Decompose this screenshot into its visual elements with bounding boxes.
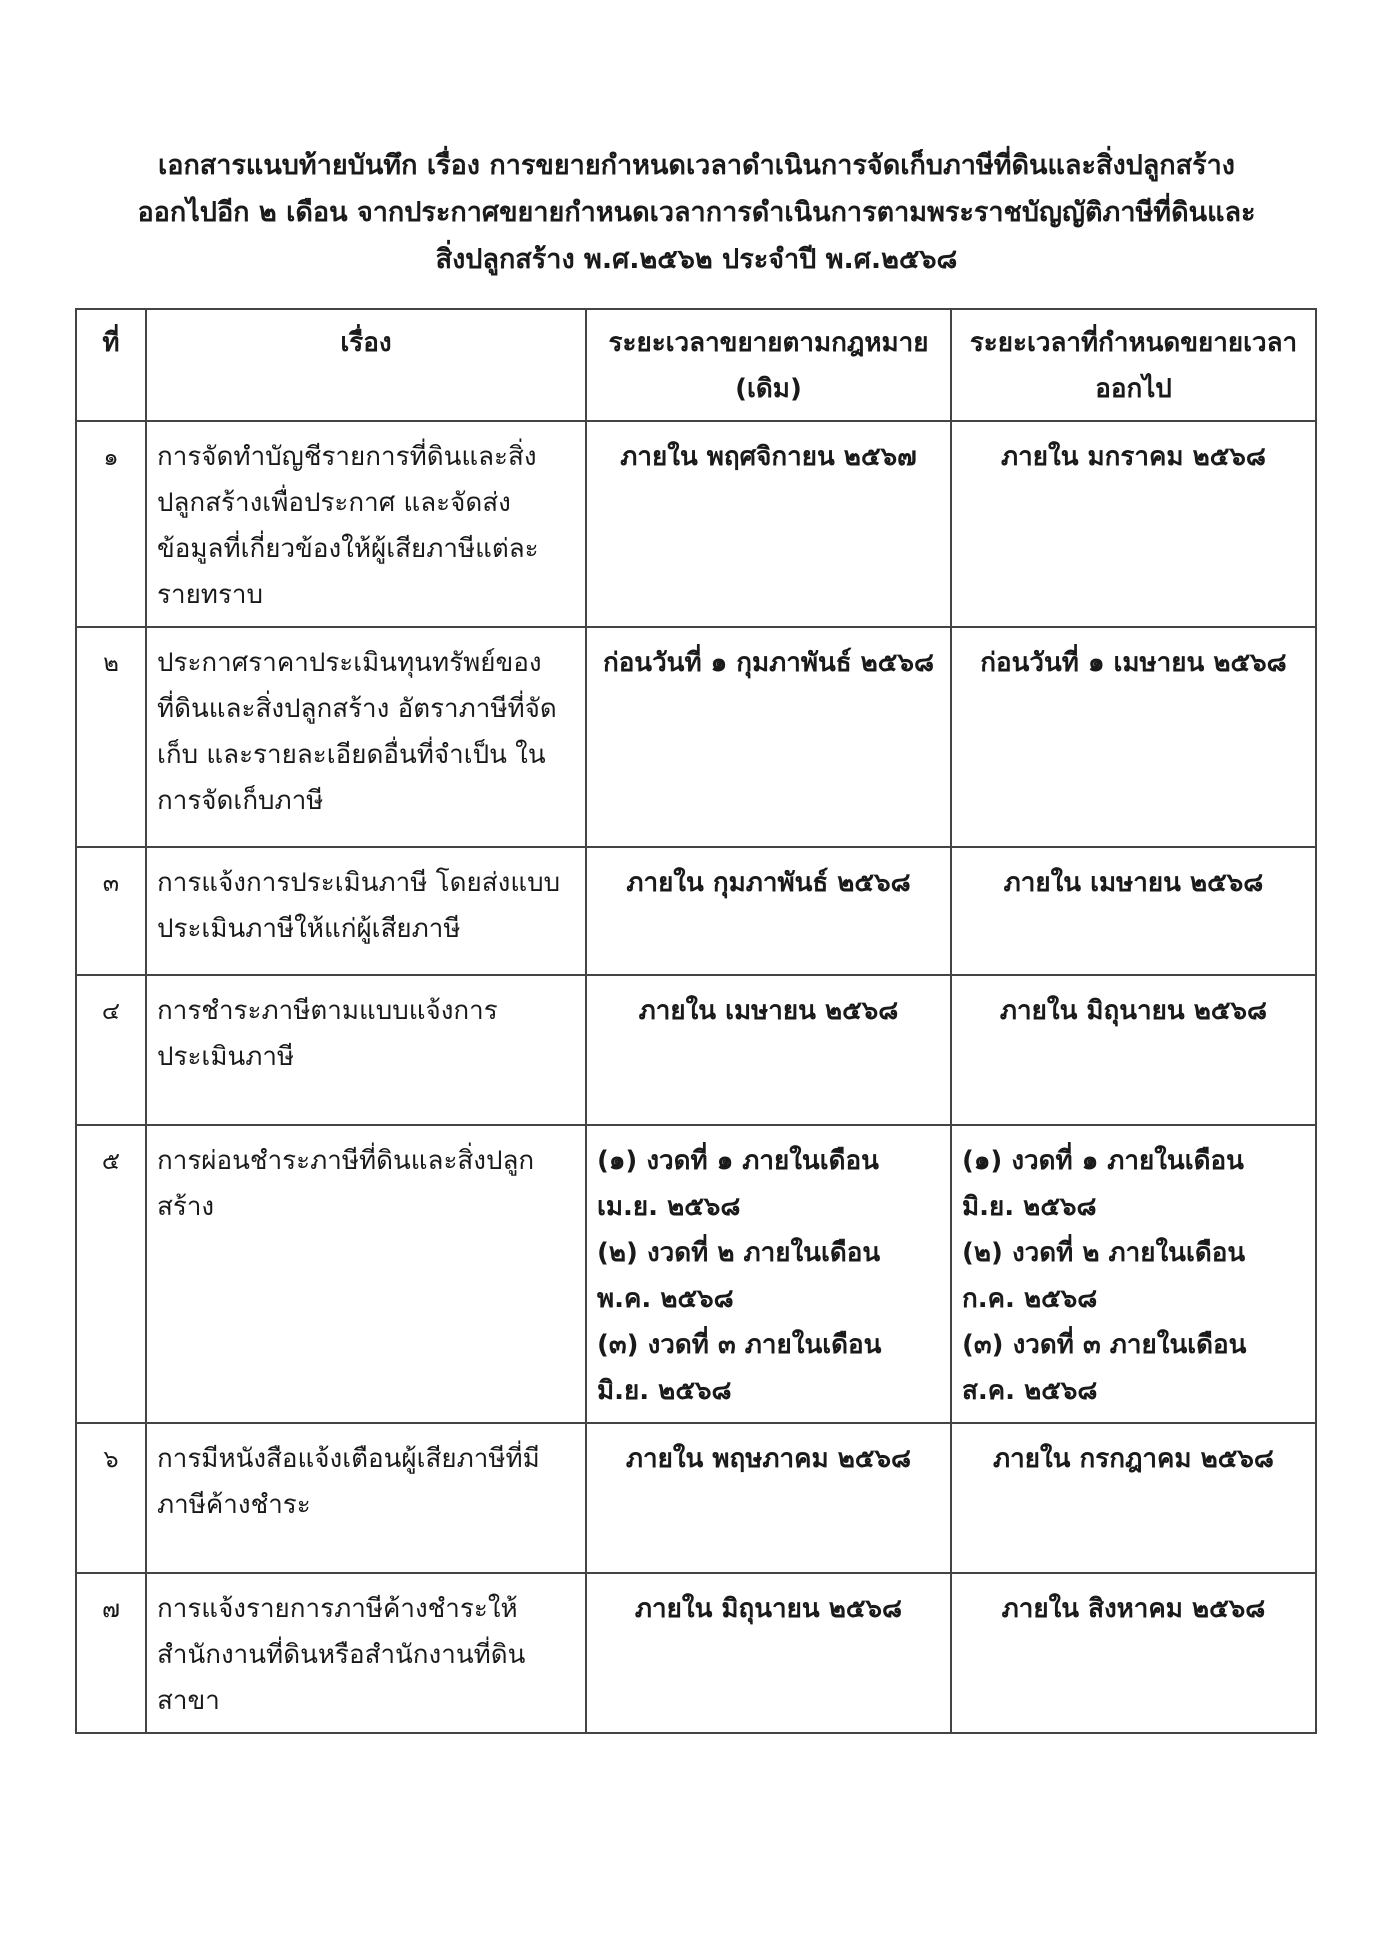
row-original-period: ภายใน มิถุนายน ๒๕๖๘ [586,1573,951,1733]
row-subject: การจัดทำบัญชีรายการที่ดินและสิ่งปลูกสร้างเพื่อประกาศ และจัดส่งข้อมูลที่เกี่ยวข้องให้ผู้เสียภาษีแต่ละรายทราบ [146,421,586,627]
table-row [76,421,1316,627]
row-number: ๓ [76,847,146,975]
table-row [76,975,1316,1125]
header-extended-line-1: ระยะเวลาที่กำหนดขยายเวลา [969,328,1298,358]
row-subject: การมีหนังสือแจ้งเตือนผู้เสียภาษีที่มีภาษีค้างชำระ [146,1423,586,1573]
row-original-period: ภายใน พฤศจิกายน ๒๕๖๗ [586,421,951,627]
row-extended-installments [951,1125,1316,1423]
table-row [76,1573,1316,1733]
row-number: ๖ [76,1423,146,1573]
installment-line: (๑) งวดที่ ๑ ภายในเดือน มิ.ย. ๒๕๖๘ [962,1146,1244,1222]
row-original-installments [586,1125,951,1423]
title-line-3: สิ่งปลูกสร้าง พ.ศ.๒๕๖๒ ประจำปี พ.ศ.๒๕๖๘ [435,244,958,275]
row-number: ๗ [76,1573,146,1733]
schedule-table [75,308,1317,1734]
row-extended-period: ภายใน กรกฎาคม ๒๕๖๘ [951,1423,1316,1573]
installment-line: (๒) งวดที่ ๒ ภายในเดือน พ.ค. ๒๕๖๘ [597,1238,881,1314]
header-no: ที่ [76,309,146,421]
row-extended-period: ภายใน สิงหาคม ๒๕๖๘ [951,1573,1316,1733]
row-subject: การแจ้งรายการภาษีค้างชำระให้สำนักงานที่ดินหรือสำนักงานที่ดินสาขา [146,1573,586,1733]
row-number: ๑ [76,421,146,627]
row-number: ๔ [76,975,146,1125]
title-line-1: เอกสารแนบท้ายบันทึก เรื่อง การขยายกำหนดเวลาดำเนินการจัดเก็บภาษีที่ดินและสิ่งปลูกสร้าง [158,150,1235,181]
row-subject: การผ่อนชำระภาษีที่ดินและสิ่งปลูกสร้าง [146,1125,586,1423]
title-line-2: ออกไปอีก ๒ เดือน จากประกาศขยายกำหนดเวลาการดำเนินการตามพระราชบัญญัติภาษีที่ดินและ [137,197,1256,228]
row-original-period: ก่อนวันที่ ๑ กุมภาพันธ์ ๒๕๖๘ [586,627,951,847]
row-original-period: ภายใน กุมภาพันธ์ ๒๕๖๘ [586,847,951,975]
row-subject: ประกาศราคาประเมินทุนทรัพย์ของที่ดินและสิ่งปลูกสร้าง อัตราภาษีที่จัดเก็บ และรายละเอียดอื่นที่จำเป็น ในการจัดเก็บภาษี [146,627,586,847]
installment-line: (๓) งวดที่ ๓ ภายในเดือน ส.ค. ๒๕๖๘ [962,1330,1247,1406]
row-extended-period: ภายใน เมษายน ๒๕๖๘ [951,847,1316,975]
row-extended-period: ก่อนวันที่ ๑ เมษายน ๒๕๖๘ [951,627,1316,847]
row-subject: การชำระภาษีตามแบบแจ้งการประเมินภาษี [146,975,586,1125]
header-extended-period [951,309,1316,421]
table-row [76,627,1316,847]
table-row [76,1125,1316,1423]
table-header-row [76,309,1316,421]
row-extended-period: ภายใน มกราคม ๒๕๖๘ [951,421,1316,627]
row-subject: การแจ้งการประเมินภาษี โดยส่งแบบประเมินภาษีให้แก่ผู้เสียภาษี [146,847,586,975]
table-row [76,1423,1316,1573]
row-extended-period: ภายใน มิถุนายน ๒๕๖๘ [951,975,1316,1125]
header-subject: เรื่อง [146,309,586,421]
header-original-line-1: ระยะเวลาขยายตามกฎหมาย [608,328,929,358]
installment-line: (๒) งวดที่ ๒ ภายในเดือน ก.ค. ๒๕๖๘ [962,1238,1246,1314]
row-number: ๕ [76,1125,146,1423]
row-original-period: ภายใน เมษายน ๒๕๖๘ [586,975,951,1125]
installment-line: (๑) งวดที่ ๑ ภายในเดือน เม.ย. ๒๕๖๘ [597,1146,879,1222]
row-original-period: ภายใน พฤษภาคม ๒๕๖๘ [586,1423,951,1573]
header-original-line-2: (เดิม) [735,374,802,404]
document-title [100,142,1293,283]
row-number: ๒ [76,627,146,847]
header-extended-line-2: ออกไป [1095,374,1172,404]
installment-line: (๓) งวดที่ ๓ ภายในเดือน มิ.ย. ๒๕๖๘ [597,1330,882,1406]
table-row [76,847,1316,975]
header-original-period [586,309,951,421]
